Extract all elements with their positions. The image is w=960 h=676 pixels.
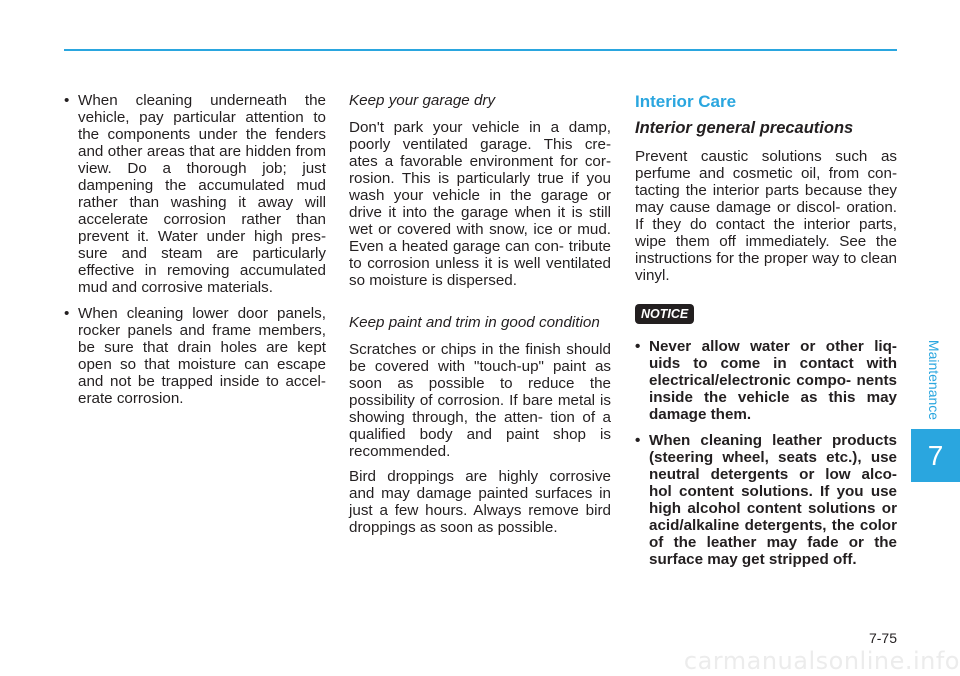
notice-list [635, 338, 897, 568]
list-item: • When cleaning lower door panels, rocker panels and frame members, be sure that drain holes are kept open so that moisture can escape and not be trapped inside to accel- erate corrosion. [64, 305, 326, 407]
chapter-label-text: Maintenance [926, 339, 942, 421]
chapter-number-tab: 7 [911, 429, 960, 482]
garage-heading: Keep your garage dry [349, 92, 496, 109]
garage-paragraph: Don't park your vehicle in a damp, poorly ventilated garage. This cre- ates a favorable environment for cor- rosion. This is particularly true if you wash your vehicle in the garage or drive it into the garage when it is still wet or covered with snow, ice or mud. Even a heated garage can con- tribute to corrosion unless it is well ventilated so moisture is dispersed. [349, 119, 611, 289]
page-number: 7-75 [868, 630, 897, 646]
notice-badge: NOTICE [635, 304, 694, 324]
section-title: Interior Care [635, 92, 737, 111]
intro-paragraph: Prevent caustic solutions such as perfume and cosmetic oil, from con- tacting the interior parts because they may cause damage or discol- oration. If they do contact the interior parts, wipe them off immediately. See the instructions for the proper way to clean vinyl. [635, 148, 897, 284]
sub-title: Interior general precautions [635, 119, 854, 137]
list-item: • When cleaning leather products (steering wheel, seats etc.), use neutral detergents or low alco- hol content solutions. If you use high alcohol content solutions or acid/alkaline detergents, the color of the leather may fade or the surface may get stripped off. [635, 432, 897, 568]
list-item: • Never allow water or other liq- uids to come in contact with electrical/electronic compo- nents inside the vehicle as this may damage them. [635, 338, 897, 423]
column-right [635, 92, 897, 577]
bullet-list [64, 92, 326, 407]
list-item: • When cleaning underneath the vehicle, pay particular attention to the components under the fenders and other areas that are hidden from view. Do a thorough job; just dampening the accumulated mud rather than washing it away will accelerate corrosion rather than prevent it. Water under high pres- sure and steam are particularly effective in removing accumulated mud and corrosive materials. [64, 92, 326, 296]
paint-heading: Keep paint and trim in good condition [349, 314, 600, 331]
column-left [64, 92, 326, 416]
chapter-side-label [924, 338, 944, 422]
top-rule [64, 49, 897, 51]
column-middle [349, 92, 611, 544]
bird-droppings-paragraph: Bird droppings are highly corrosive and may damage painted surfaces in just a few hours. Always remove bird droppings as soon as possible. [349, 468, 611, 536]
watermark: carmanualsonline.info [683, 647, 960, 675]
paint-paragraph: Scratches or chips in the finish should be covered with "touch-up" paint as soon as possible to reduce the possibility of corrosion. If bare metal is showing through, the atten- tion of a qualified body and paint shop is recommended. [349, 341, 611, 460]
